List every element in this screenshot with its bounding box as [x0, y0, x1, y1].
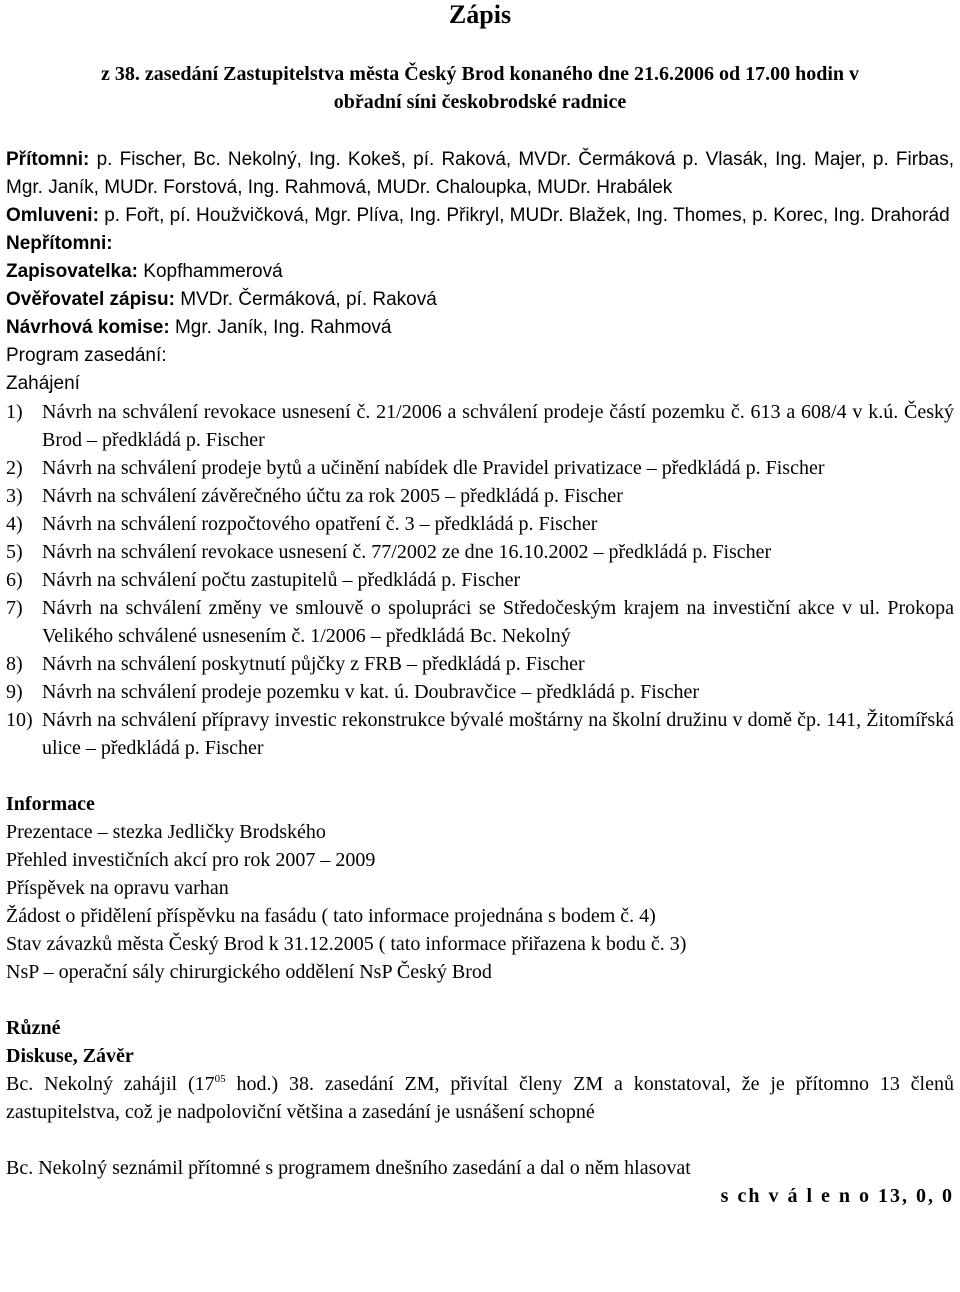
informace-item: Příspěvek na opravu varhan — [6, 877, 229, 899]
program-list — [6, 398, 954, 762]
verifier-label: Ověřovatel zápisu: — [6, 289, 175, 310]
program-item-text: Návrh na schválení prodeje pozemku v kat. ú. Doubravčice – předkládá p. Fischer — [42, 681, 699, 703]
program-item — [6, 510, 954, 538]
program-item — [6, 566, 954, 594]
program-item — [6, 678, 954, 706]
program-item-number: 8) — [6, 653, 23, 675]
present-text: p. Fischer, Bc. Nekolný, Ing. Kokeš, pí. Raková, MVDr. Čermáková p. Vlasák, Ing. Majer, p. Firbas, Mgr. Janík, MUDr. Forstová, Ing. Rahmová, MUDr. Chaloupka, MUDr. Hrabálek — [6, 149, 954, 198]
program-item — [6, 454, 954, 482]
program-item-text: Návrh na schválení poskytnutí půjčky z FRB – předkládá p. Fischer — [42, 653, 585, 675]
informace-item: Přehled investičních akcí pro rok 2007 – 2009 — [6, 849, 376, 871]
committee-value: Mgr. Janík, Ing. Rahmová — [174, 317, 392, 338]
program-item-number: 10) — [6, 709, 33, 731]
document-title: Zápis — [448, 0, 512, 29]
verifier-value: MVDr. Čermáková, pí. Raková — [180, 289, 437, 310]
program-item-number: 6) — [6, 569, 23, 591]
program-item-text: Návrh na schválení závěrečného účtu za rok 2005 – předkládá p. Fischer — [42, 485, 623, 507]
opening-paragraph — [6, 1070, 954, 1126]
program-item-text: Návrh na schválení prodeje bytů a učinění nabídek dle Pravidel privatizace – předkládá p. Fischer — [42, 457, 825, 479]
program-item — [6, 706, 954, 762]
program-item-number: 1) — [6, 401, 23, 423]
program-item — [6, 650, 954, 678]
program-item-text: Návrh na schválení přípravy investic rekonstrukce bývalé moštárny na školní družinu v domě čp. 141, Žitomířská ulice – předkládá p. Fischer — [42, 709, 954, 759]
document-page — [6, 0, 954, 1210]
program-item-text: Návrh na schválení počtu zastupitelů – předkládá p. Fischer — [42, 569, 521, 591]
opening-sup: 05 — [214, 1073, 226, 1085]
recorder-label: Zapisovatelka: — [6, 261, 138, 282]
verifier-line — [6, 286, 954, 314]
excused-line — [6, 202, 954, 230]
program-item-text: Návrh na schválení revokace usnesení č. 21/2006 a schválení prodeje částí pozemku č. 613 a 608/4 v k.ú. Český Brod – předkládá p. Fischer — [42, 401, 954, 451]
excused-text: p. Fořt, pí. Houžvičková, Mgr. Plíva, Ing. Přikryl, MUDr. Blažek, Ing. Thomes, p. Korec, Ing. Drahorád — [104, 205, 950, 226]
program-item-number: 4) — [6, 513, 23, 535]
recorder-value: Kopfhammerová — [143, 261, 283, 282]
diskuse-heading: Diskuse, Závěr — [6, 1045, 134, 1067]
opening-label: Zahájení — [6, 373, 80, 394]
present-label: Přítomni: — [6, 149, 90, 170]
committee-label: Návrhová komise: — [6, 317, 170, 338]
program-item-text: Návrh na schválení změny ve smlouvě o spolupráci se Středočeským krajem na investiční akce v ul. Prokopa Velikého schválené usnesením č. 1/2006 – předkládá Bc. Nekolný — [42, 597, 954, 647]
informace-item: Stav závazků města Český Brod k 31.12.2005 ( tato informace přiřazena k bodu č. 3) — [6, 933, 687, 955]
informace-item: NsP – operační sály chirurgického oddělení NsP Český Brod — [6, 961, 492, 983]
program-item — [6, 398, 954, 454]
program-item-number: 3) — [6, 485, 23, 507]
informace-heading: Informace — [6, 793, 95, 815]
informace-item: Prezentace – stezka Jedličky Brodského — [6, 821, 326, 843]
program-item-number: 7) — [6, 597, 23, 619]
program-item-number: 9) — [6, 681, 23, 703]
informace-item: Žádost o přidělení příspěvku na fasádu ( tato informace projednána s bodem č. 4) — [6, 905, 656, 927]
program-item — [6, 482, 954, 510]
informace-list — [6, 818, 954, 986]
vote-result: s ch v á l e n o 13, 0, 0 — [720, 1185, 954, 1207]
excused-label: Omluveni: — [6, 205, 99, 226]
opening-part2: hod.) 38. zasedání ZM, přivítal členy ZM a konstatoval, že je přítomno 13 členů zastupitelstva, což je nadpoloviční většina a zasedání je usnášení schopné — [6, 1073, 954, 1123]
program-label: Program zasedání: — [6, 345, 167, 366]
committee-line — [6, 314, 954, 342]
program-item — [6, 538, 954, 566]
present-line — [6, 146, 954, 202]
opening-part1: Bc. Nekolný zahájil (17 — [6, 1073, 215, 1095]
ruzne-heading: Různé — [6, 1017, 61, 1039]
document-subtitle: z 38. zasedání Zastupitelstva města Český Brod konaného dne 21.6.2006 od 17.00 hodin v obřadní síni českobrodské radnice — [100, 63, 860, 113]
program-item-number: 2) — [6, 457, 23, 479]
program-paragraph: Bc. Nekolný seznámil přítomné s programem dnešního zasedání a dal o něm hlasovat — [6, 1157, 691, 1179]
program-item-text: Návrh na schválení revokace usnesení č. 77/2002 ze dne 16.10.2002 – předkládá p. Fischer — [42, 541, 772, 563]
program-item — [6, 594, 954, 650]
program-item-text: Návrh na schválení rozpočtového opatření č. 3 – předkládá p. Fischer — [42, 513, 598, 535]
program-item-number: 5) — [6, 541, 23, 563]
recorder-line — [6, 258, 954, 286]
absent-label: Nepřítomni: — [6, 233, 113, 254]
